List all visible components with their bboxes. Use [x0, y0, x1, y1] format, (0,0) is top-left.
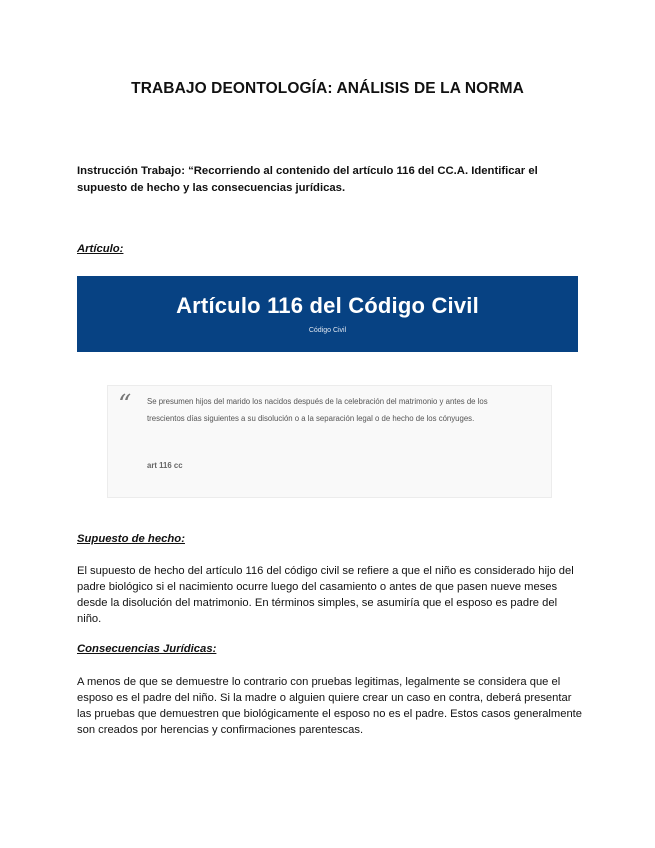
consecuencias-paragraph: A menos de que se demuestre lo contrario con pruebas legitimas, legalmente se considera que el esposo es el padre del niño. Si la madre o alguien quiere crear un caso en contra, deberá presentar las pruebas que demuestren que biológicamente el esposo no es el padre. Estos casos generalmente son creados por herencias y confirmaciones parentescas. [77, 676, 582, 736]
articulo-heading: Artículo: [77, 243, 124, 255]
article-quote-text: Se presumen hijos del marido los nacidos después de la celebración del matrimonio y antes de los trescientos días siguientes a su disolución o a la separación legal o de hecho de los cónyuges. [147, 397, 488, 423]
banner-title: Artículo 116 del Código Civil [176, 293, 479, 318]
supuesto-paragraph: El supuesto de hecho del artículo 116 del código civil se refiere a que el niño es considerado hijo del padre biológico si el nacimiento ocurre luego del casamiento o antes de que pasen nueve meses desde la disolución del matrimonio. En términos simples, se asumiría que el esposo es padre del niño. [77, 565, 574, 625]
consecuencias-heading: Consecuencias Jurídicas: [77, 643, 217, 655]
article-quote-box [107, 385, 552, 498]
article-quote-citation: art 116 cc [147, 461, 183, 470]
document-title: TRABAJO DEONTOLOGÍA: ANÁLISIS DE LA NORMA [131, 80, 524, 97]
banner-subtitle: Código Civil [308, 327, 347, 334]
article-banner [77, 276, 578, 352]
instruction-text: Instrucción Trabajo: “Recorriendo al contenido del artículo 116 del CC.A. Identificar el supuesto de hecho y las consecuencias jurídicas. [77, 165, 538, 194]
supuesto-heading: Supuesto de hecho: [77, 533, 185, 545]
quote-mark-icon: “ [118, 390, 132, 420]
